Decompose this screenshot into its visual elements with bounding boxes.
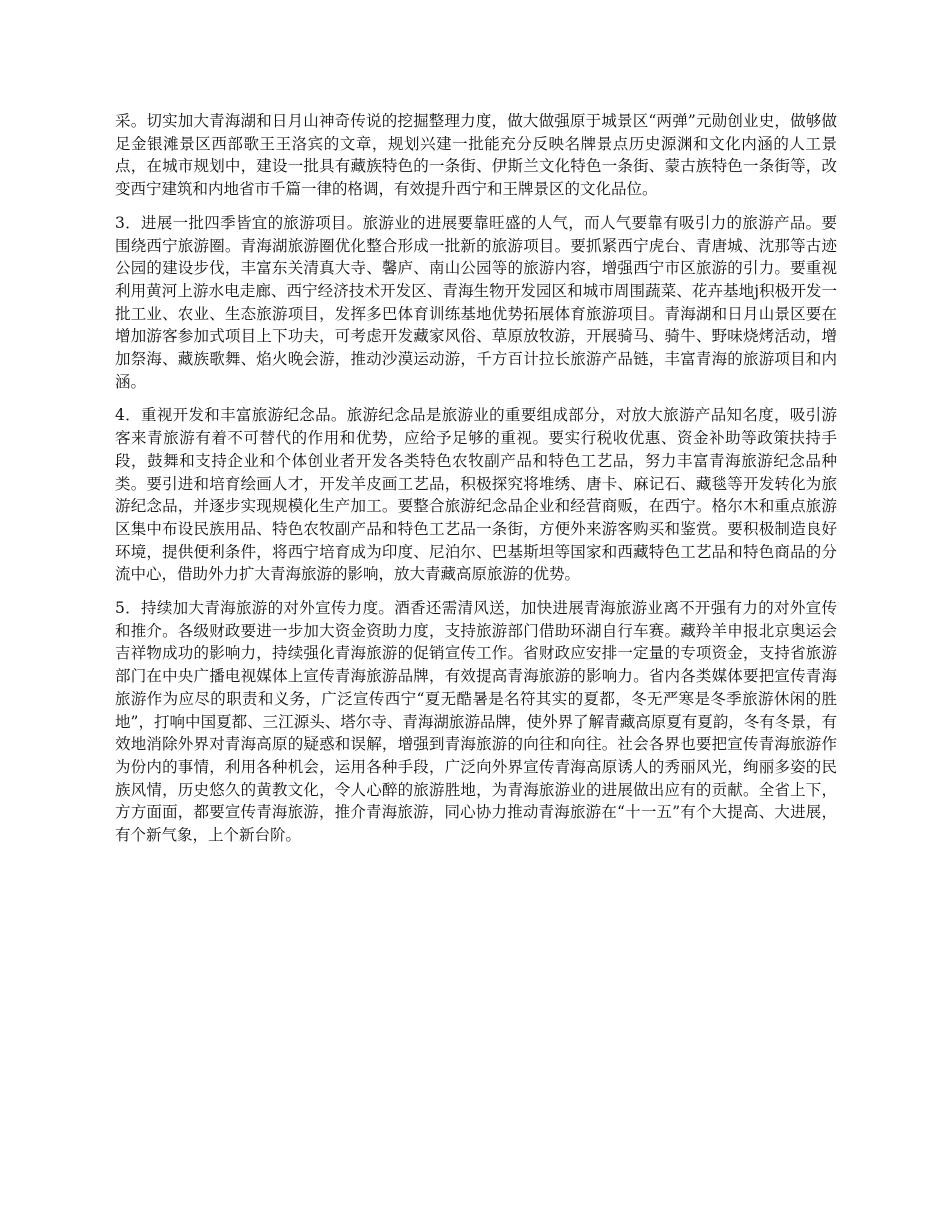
paragraph-item-3: 3．进展一批四季皆宜的旅游项目。旅游业的进展要靠旺盛的人气，而人气要靠有吸引力的旅游产品。要围绕西宁旅游圈。青海湖旅游圈优化整合形成一批新的旅游项目。要抓紧西宁虎台、青唐城、沈那等古迹公园的建设步伐，丰富东关清真大寺、馨庐、南山公园等的旅游内容，增强西宁市区旅游的引力。要重视利用黄河上游水电走廊、西宁经济技术开发区、青海生物开发园区和城市周围蔬菜、花卉基地j积极开发一批工业、农业、生态旅游项目，发挥多巴体育训练基地优势拓展体育旅游项目。青海湖和日月山景区要在增加游客参加式项目上下功夫，可考虑开发藏家风俗、草原放牧游，开展骑马、骑牛、野味烧烤活动，增加祭海、藏族歌舞、焰火晚会游，推动沙漠运动游，千方百计拉长旅游产品链，丰富青海的旅游项目和内涵。 [115,213,837,391]
paragraph-item-4: 4．重视开发和丰富旅游纪念品。旅游纪念品是旅游业的重要组成部分，对放大旅游产品知名度，吸引游客来青旅游有着不可替代的作用和优势，应给予足够的重视。要实行税收优惠、资金补助等政策扶持手段，鼓舞和支持企业和个体创业者开发各类特色农牧副产品和特色工艺品，努力丰富青海旅游纪念品种类。要引进和培育绘画人才，开发羊皮画工艺品，积极探究将堆绣、唐卡、麻记石、藏毯等开发转化为旅游纪念品，并逐步实现规模化生产加工。要整合旅游纪念品企业和经营商贩，在西宁。格尔木和重点旅游区集中布设民族用品、特色农牧副产品和特色工艺品一条街，方便外来游客购买和鉴赏。要积极制造良好环境，提供便利条件，将西宁培育成为印度、尼泊尔、巴基斯坦等国家和西藏特色工艺品和特色商品的分流中心，借助外力扩大青海旅游的影响，放大青藏高原旅游的优势。 [115,406,837,584]
document-body [115,110,837,858]
paragraph-intro-continuation: 采。切实加大青海湖和日月山神奇传说的挖掘整理力度，做大做强原于城景区“两弹”元勋创业史，做够做足金银滩景区西部歌王王洛宾的文章，规划兴建一批能充分反映名牌景点历史源渊和文化内涵的人工景点，在城市规划中，建设一批具有藏族特色的一条街、伊斯兰文化特色一条街、蒙古族特色一条街等，改变西宁建筑和内地省市千篇一律的格调，有效提升西宁和王牌景区的文化品位。 [115,112,837,199]
paragraph-item-5: 5．持续加大青海旅游的对外宣传力度。酒香还需清风送，加快进展青海旅游业离不开强有力的对外宣传和推介。各级财政要进一步加大资金资助力度，支持旅游部门借助环湖自行车赛。藏羚羊申报北京奥运会吉祥物成功的影响力，持续强化青海旅游的促销宣传工作。省财政应安排一定量的专项资金，支持省旅游部门在中央广播电视媒体上宣传青海旅游品牌，有效提高青海旅游的影响力。省内各类媒体要把宣传青海旅游作为应尽的职责和义务，广泛宣传西宁“夏无酷暑是名符其实的夏都，冬无严寒是冬季旅游休闲的胜地”，打响中国夏都、三江源头、塔尔寺、青海湖旅游品牌，使外界了解青藏高原夏有夏韵，冬有冬景，有效地消除外界对青海高原的疑惑和误解，增强到青海旅游的向往和向往。社会各界也要把宣传青海旅游作为份内的事情，利用各种机会，运用各种手段，广泛向外界宣传青海高原诱人的秀丽风光，绚丽多姿的民族风情，历史悠久的黄教文化，令人心醉的旅游胜地，为青海旅游业的进展做出应有的贡献。全省上下，方方面面，都要宣传青海旅游，推介青海旅游，同心协力推动青海旅游在“十一五”有个大提高、大进展，有个新气象，上个新台阶。 [115,599,837,845]
